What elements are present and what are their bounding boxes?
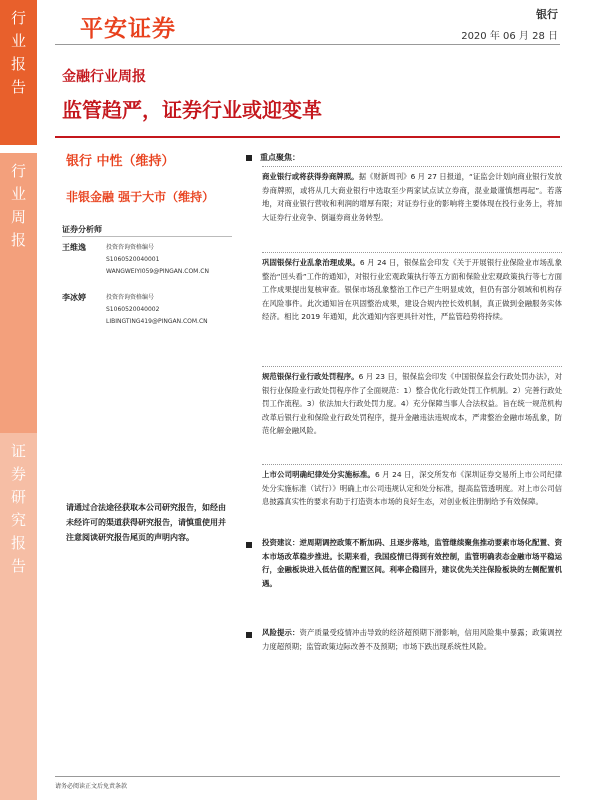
rating-nonbank: 非银金融 强于大市（维持） bbox=[66, 190, 215, 204]
header-date: 2020 年 06 月 28 日 bbox=[461, 31, 558, 42]
bullet-icon bbox=[246, 542, 252, 548]
sidebar-segment-report bbox=[0, 0, 37, 145]
section-divider bbox=[262, 366, 562, 367]
disclaimer-text: 请通过合法途径获取本公司研究报告，如经由未经许可的渠道获得研究报告，请慎重使用并注意阅读研究报告尾页的声明内容。 bbox=[66, 503, 226, 542]
analyst-heading: 证券分析师 bbox=[62, 225, 102, 234]
key-points-heading: 重点聚焦： bbox=[260, 153, 300, 162]
title-divider bbox=[55, 136, 560, 138]
analyst-license: S1060520040002 bbox=[106, 306, 160, 313]
analyst-license-label: 投资咨询资格编号 bbox=[106, 294, 155, 301]
sidebar-segment-weekly bbox=[0, 153, 37, 433]
section-divider bbox=[262, 252, 562, 253]
key-point-item: 规范银保行业行政处罚程序。6 月 23 日，银保监会印发《中国银保监会行政处罚办法》，对银行业保险业行政处罚程序作了全面规范：1）整合优化行政处罚工作机制。2）完善行政处罚工作流程。3）依法加大行政处罚力度。4）充分保障当事人合法权益。旨在统一规范机构改革后银行业和保险业行政处罚程序，提升金融违法违规成本，严肃整治金融市场乱象，防范化解金融风险。 bbox=[262, 372, 562, 436]
report-type: 金融行业周报 bbox=[62, 69, 146, 85]
sidebar bbox=[0, 0, 37, 800]
sidebar-label-research: 证券研究报告 bbox=[9, 443, 27, 581]
section-divider bbox=[262, 166, 562, 167]
header-category: 银行 bbox=[536, 8, 558, 21]
analyst-email: LIBINGTING419@PINGAN.COM.CN bbox=[106, 318, 208, 325]
section-divider bbox=[262, 464, 562, 465]
sidebar-label-weekly: 行业周报 bbox=[9, 163, 27, 255]
key-point-item: 巩固银保行业乱象治理成果。6 月 24 日，银保监会印发《关于开展银行业保险业市场乱象整治“回头看”工作的通知》，对银行业宏观政策执行等五方面和保险业宏观政策执行等七方面工作成果提出复核审查。银保市场乱象整治工作已产生明显成效，但仍有部分领域和机构存在风险事件。此次通知旨在巩固整治成果，建设合规内控长效机制，真正做到金融服务实体经济。相比 2019 年通知，此次通知内容更具针对性，严监管趋势将持续。 bbox=[262, 258, 562, 322]
footer-divider bbox=[55, 776, 560, 777]
risk-warning: 风险提示：资产质量受疫情冲击导致的经济超预期下滑影响，信用风险集中暴露；政策调控力度超预期；监管政策边际改善不及预期；市场下跌出现系统性风险。 bbox=[262, 628, 562, 651]
analyst-email: WANGWEIYI059@PINGAN.COM.CN bbox=[106, 268, 209, 275]
bullet-icon bbox=[246, 155, 252, 161]
header-divider bbox=[55, 44, 560, 45]
investment-advice: 投资建议：逆周期调控政策不断加码、且逐步落地，监管继续聚焦推动要素市场化配置、资本市场改革稳步推进。长期来看，我国疫情已得到有效控制，监管明确表态金融市场平稳运行，金融板块进入低估值的配置区间。利率企稳回升，建议优先关注保险板块的左侧配置机遇。 bbox=[262, 538, 562, 588]
rating-bank: 银行 中性（维持） bbox=[66, 154, 175, 169]
bullet-icon bbox=[246, 632, 252, 638]
analyst-license-label: 投资咨询资格编号 bbox=[106, 244, 155, 251]
sidebar-gap bbox=[0, 145, 37, 153]
analyst-name: 李冰婷 bbox=[62, 293, 86, 302]
sidebar-segment-research bbox=[0, 433, 37, 800]
analyst-divider bbox=[62, 236, 232, 237]
sidebar-label-report: 行业报告 bbox=[9, 10, 27, 102]
company-logo: 平安证券 bbox=[80, 16, 176, 42]
report-title: 监管趋严，证券行业或迎变革 bbox=[62, 98, 322, 122]
analyst-name: 王维逸 bbox=[62, 243, 86, 252]
analyst-license: S1060520040001 bbox=[106, 256, 160, 263]
key-point-item: 上市公司明确纪律处分实施标准。6 月 24 日，深交所发布《深圳证券交易所上市公司纪律处分实施标准（试行）》明确上市公司违规认定和处分标准，提高监管透明度。对上市公司信息披露真实性的要求有助于打造资本市场的良好生态，对创业板注册制给予有效保障。 bbox=[262, 470, 562, 507]
footer-text: 请务必阅读正文后免责条款 bbox=[55, 783, 128, 790]
key-point-item: 商业银行或将获得券商牌照。据《财新周刊》6 月 27 日报道，“证监会计划向商业银行发放券商牌照，或将从几大商业银行中选取至少两家试点试立券商，混业最谨慎想再起”。若落地，对商业银行营收和利润的增厚有限；对证券行业的影响将主要体现在投行业务上，将加大证券行业竞争、倒逼券商业务转型。 bbox=[262, 172, 562, 222]
